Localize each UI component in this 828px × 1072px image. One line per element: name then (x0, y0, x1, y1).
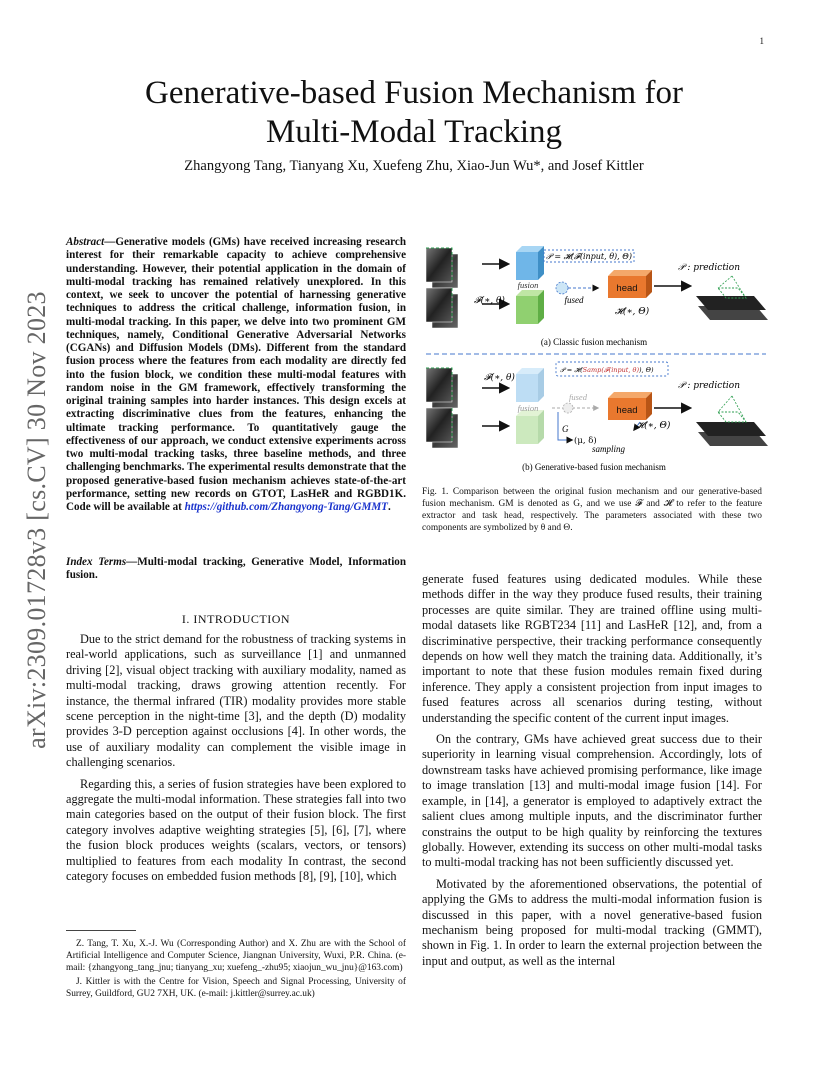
paragraph: generate fused features using dedicated modules. While these methods differ in the way they produce fused results, their training processes are quite similar. They are trained offline using multi-modal datasets like RGBT234 [11] and LasHeR [12], and, from a discriminative perspective, their tracking performance consequently depends on how well they match the training data. Additionally, it’s important to note that these fusion modules remain fixed during inference. They apply a consistent projection from input images to fused features across all scenarios during testing, without understanding the specific content of the current input images. (422, 572, 762, 725)
fused-label: fused (564, 295, 584, 305)
footnote-rule (66, 930, 136, 931)
fusion-label: fusion (517, 280, 539, 290)
left-column (66, 632, 406, 891)
paragraph: On the contrary, GMs have achieved great success due to their superiority in learning visual comprehension. Accordingly, lots of downstream tasks have achieved promising performance, like image to image translation [13] and multi-modal image fusion [14]. For example, in [14], a generator is employed to adaptively extract the salient clues among multiple inputs, and the discriminator further constrains the output to be high quality by reinforcing the textures globally. However, extending its success on other multi-modal tasks to multi-modal tracking has not been sufficiently discussed yet. (422, 732, 762, 870)
sampling-label: sampling (592, 444, 626, 454)
head-fn-label: 𝓗(∗, Θ) (614, 307, 650, 317)
head-block-classic (608, 270, 652, 298)
title-line-1: Generative-based Fusion Mechanism for (145, 75, 683, 111)
abstract-label: Abstract (66, 236, 105, 248)
figure-caption: Fig. 1. Comparison between the original fusion mechanism and our generative-based fusion mechanism. GM is denoted as G, and we use 𝓕 and 𝓗 to refer to the feature extractor and task head, respectively. The parameters associated with these two components are symbolized by θ and Θ. (422, 487, 762, 533)
arxiv-id: arXiv:2309.01728v3 [cs.CV] 30 Nov 2023 (22, 291, 51, 749)
prediction-label: 𝒫 : prediction (678, 381, 741, 391)
panel-classic (426, 246, 768, 347)
paper-title (60, 74, 768, 152)
footnote: Z. Tang, T. Xu, X.-J. Wu (Corresponding Author) and X. Zhu are with the School of Artificial Intelligence and Computer Science, Jiangnan University, Wuxi, P.R. China. (e-mail: {zhangyong_tang_jnu; tianyang_xu; xuefeng_-zhu95; xiaojun_wu_jnu}@163.com) (66, 939, 406, 973)
paragraph: Regarding this, a series of fusion strategies have been explored to aggregate the multi-modal information. These strategies fall into two main categories based on the output of their fusion block. The first category involves adaptive weighting strategies [5], [6], [7], where the fusion block produces weights (scalars, vectors, or tensors) multiplied to features from each modality In contrast, the second category focuses on embedded fusion methods [8], [9], [10], which (66, 776, 406, 884)
prediction-maps (696, 396, 768, 446)
fusion-label: fusion (517, 403, 539, 413)
panel-generative (426, 362, 768, 472)
prediction-maps (696, 276, 768, 320)
subcaption-b: (b) Generative-based fusion mechanism (522, 462, 666, 472)
abstract-text: —Generative models (GMs) have received increasing research interest for their remarkable capacity to achieve comprehensive understanding. However, their potential application in the domain of multi-modal tracking has remained relatively unexplored. In this context, we seek to uncover the potential of harnessing generative techniques to address the critical challenge, information fusion, in multi-modal tracking. In this paper, we delve into two prominent GM techniques, namely, Conditional Generative Adversarial Networks (CGANs) and Diffusion Models (DMs). Different from the standard fusion process where the features from each modality are directly fed into the fusion block, we condition these multi-modal features with random noise in the GM framework, effectively transforming the original training samples into harder instances. This design excels at extracting discriminative clues from the features, enhancing the ultimate tracking performance. To quantitatively gauge the effectiveness of our approach, we conduct extensive experiments across two multi-modal tracking tasks, three baseline methods, and three challenging benchmarks. The experimental results demonstrate that the proposed generative-based fusion mechanism achieves state-of-the-art performance, setting new records on GTOT, LasHeR and RGBD1K. Code will be available at (66, 236, 406, 513)
formula-classic: 𝒫 = 𝓗(𝓕(input, θ), Θ) (546, 252, 632, 261)
arxiv-stamp (16, 280, 58, 760)
index-terms (66, 556, 406, 583)
fused-label: fused (569, 392, 587, 402)
page-number: 1 (759, 36, 764, 46)
prediction-label: 𝒫 : prediction (678, 263, 741, 273)
subcaption-a: (a) Classic fusion mechanism (540, 337, 648, 347)
abstract (66, 236, 406, 514)
head-label: head (616, 283, 638, 294)
index-terms-label: Index Terms (66, 556, 127, 568)
head-label: head (616, 405, 638, 416)
generator-label: G (562, 424, 569, 434)
noise-label: (μ, δ) (574, 436, 597, 446)
paragraph: Motivated by the aforementioned observations, the potential of applying the GMs to address the multi-modal information fusion is discussed in this paper, with a novel generative-based fusion mechanism being proposed for multi-modal tracking (GMMT), shown in Fig. 1. In order to learn the external projection between the input and output, as well as the internal (422, 876, 762, 968)
footnote: J. Kittler is with the Centre for Vision, Speech and Signal Processing, University of Surrey, Guildford, GU2 7XH, UK. (e-mail: j.kittler@surrey.ac.uk) (66, 977, 406, 999)
paragraph: Due to the strict demand for the robustness of tracking systems in real-world applications, such as surveillance [1] and unmanned driving [2], visual object tracking with auxiliary modality, named as multi-modal tracking, draws growing attention recently. For instance, the thermal infrared (TIR) modality provides more stable scene perception in the night-time [3], and the depth (D) modality provides 3-D perception against occlusions [4]. In other words, the use of auxiliary modality can complement the visible image in challenging scenarios. (66, 632, 406, 770)
figure-1 (422, 236, 768, 482)
abstract-end: . (387, 501, 391, 513)
input-images-aux (426, 408, 458, 448)
head-block-generative (608, 392, 652, 420)
head-fn-label: 𝓗(∗, Θ) (636, 421, 671, 431)
input-images-aux (426, 288, 458, 328)
extractor-label: 𝓕(∗, θ) (484, 373, 515, 383)
input-images-rgb (426, 248, 458, 288)
extractor-label: 𝓕(∗, θ) (474, 296, 505, 306)
index-terms-text: —Multi-modal tracking, Generative Model, Information fusion. (66, 556, 406, 582)
section-heading: I. INTRODUCTION (181, 612, 291, 626)
right-column (422, 572, 762, 975)
formula-generative: 𝒫 = 𝓗(Samp(𝓕(input, θ)), Θ) (560, 366, 654, 374)
footnotes (66, 938, 406, 1002)
code-link[interactable]: https://github.com/Zhangyong-Tang/GMMT (184, 501, 388, 513)
title-line-2: Multi-Modal Tracking (265, 114, 563, 150)
figure-diagram (422, 236, 768, 482)
input-images-rgb (426, 368, 458, 408)
author-list: Zhangyong Tang, Tianyang Xu, Xuefeng Zhu, Xiao-Jun Wu*, and Josef Kittler (184, 158, 644, 174)
